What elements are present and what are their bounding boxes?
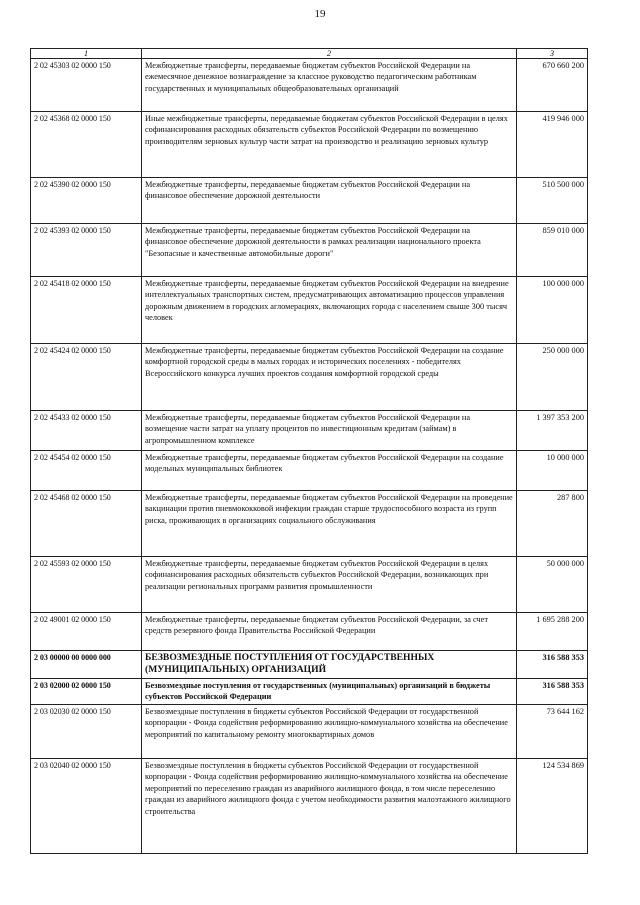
amount-cell: 73 644 162 (517, 705, 588, 759)
revenue-code-cell: 2 03 00000 00 0000 000 (31, 651, 142, 679)
amount-cell: 859 010 000 (517, 224, 588, 277)
revenue-code-cell: 2 02 45424 02 0000 150 (31, 344, 142, 411)
revenue-code-cell: 2 02 45390 02 0000 150 (31, 178, 142, 224)
revenue-name-cell: Межбюджетные трансферты, передаваемые бюджетам субъектов Российской Федерации на внедрение интеллектуальных транспортных систем, предусматривающих автоматизацию процессов управления дорожным движением в городских агломерациях, включающих города с населением свыше 300 тысяч человек (142, 277, 517, 344)
revenue-code-cell: 2 02 45418 02 0000 150 (31, 277, 142, 344)
column-1-header: 1 (31, 49, 142, 59)
revenue-code-cell: 2 02 45393 02 0000 150 (31, 224, 142, 277)
amount-cell: 50 000 000 (517, 557, 588, 613)
column-2-header: 2 (142, 49, 517, 59)
revenue-name-cell: Межбюджетные трансферты, передаваемые бюджетам субъектов Российской Федерации, за счет средств резервного фонда Правительства Российской Федерации (142, 613, 517, 651)
amount-cell: 124 534 869 (517, 759, 588, 854)
revenue-name-cell: Безвозмездные поступления в бюджеты субъектов Российской Федерации от государственной корпорации - Фонда содействия реформированию жилищно-коммунального хозяйства на обеспечение мероприятий по переселению граждан из аварийного жилищного фонда, в том числе переселению граждан из аварийного жилищного фонда с учетом необходимости развития малоэтажного жилищного строительства (142, 759, 517, 854)
page-number: 19 (314, 8, 326, 20)
table-row (31, 705, 588, 759)
revenue-name-cell: Межбюджетные трансферты, передаваемые бюджетам субъектов Российской Федерации на проведение вакцинации против пневмококковой инфекции граждан старше трудоспособного возраста из групп риска, проживающих в организациях социального обслуживания (142, 491, 517, 557)
table-row (31, 411, 588, 451)
revenue-code-cell: 2 02 49001 02 0000 150 (31, 613, 142, 651)
amount-cell: 1 695 288 200 (517, 613, 588, 651)
table-body (31, 59, 588, 854)
amount-cell: 316 588 353 (517, 679, 588, 705)
amount-cell: 510 500 000 (517, 178, 588, 224)
revenue-name-cell: Межбюджетные трансферты, передаваемые бюджетам субъектов Российской Федерации на создание модельных муниципальных библиотек (142, 451, 517, 491)
revenue-code-cell: 2 02 45468 02 0000 150 (31, 491, 142, 557)
revenue-code-cell: 2 03 02030 02 0000 150 (31, 705, 142, 759)
table-row (31, 59, 588, 112)
table-row (31, 491, 588, 557)
revenue-code-cell: 2 02 45454 02 0000 150 (31, 451, 142, 491)
amount-cell: 316 588 353 (517, 651, 588, 679)
table-row (31, 178, 588, 224)
revenue-name-cell: Безвозмездные поступления от государственных (муниципальных) организаций в бюджеты субъектов Российской Федерации (142, 679, 517, 705)
revenue-name-cell: Безвозмездные поступления в бюджеты субъектов Российской Федерации от государственной корпорации - Фонда содействия реформированию жилищно-коммунального хозяйства на обеспечение мероприятий по капитальному ремонту многоквартирных домов (142, 705, 517, 759)
revenue-code-cell: 2 03 02040 02 0000 150 (31, 759, 142, 854)
amount-cell: 1 397 353 200 (517, 411, 588, 451)
table-row (31, 651, 588, 679)
revenue-name-cell: Межбюджетные трансферты, передаваемые бюджетам субъектов Российской Федерации на возмещение части затрат на уплату процентов по инвестиционным кредитам (займам) в агропромышленном комплексе (142, 411, 517, 451)
amount-cell: 419 946 000 (517, 112, 588, 178)
revenue-code-cell: 2 02 45433 02 0000 150 (31, 411, 142, 451)
amount-cell: 250 000 000 (517, 344, 588, 411)
revenue-name-cell: Межбюджетные трансферты, передаваемые бюджетам субъектов Российской Федерации на финансовое обеспечение дорожной деятельности в рамках реализации национального проекта "Безопасные и качественные автомобильные дороги" (142, 224, 517, 277)
table-row (31, 277, 588, 344)
revenue-name-cell: Межбюджетные трансферты, передаваемые бюджетам субъектов Российской Федерации на финансовое обеспечение дорожной деятельности (142, 178, 517, 224)
table-row (31, 613, 588, 651)
revenue-name-cell: Иные межбюджетные трансферты, передаваемые бюджетам субъектов Российской Федерации в целях софинансирования расходных обязательств субъектов Российской Федерации по возмещению производителям зерновых культур части затрат на производство и реализацию зерновых культур (142, 112, 517, 178)
revenue-name-cell: Межбюджетные трансферты, передаваемые бюджетам субъектов Российской Федерации на ежемесячное денежное вознаграждение за классное руководство педагогическим работникам государственных и муниципальных общеобразовательных организаций (142, 59, 517, 112)
revenue-name-cell: БЕЗВОЗМЕЗДНЫЕ ПОСТУПЛЕНИЯ ОТ ГОСУДАРСТВЕННЫХ (МУНИЦИПАЛЬНЫХ) ОРГАНИЗАЦИЙ (142, 651, 517, 679)
amount-cell: 10 000 000 (517, 451, 588, 491)
table-row (31, 679, 588, 705)
revenue-code-cell: 2 02 45593 02 0000 150 (31, 557, 142, 613)
column-3-header: 3 (517, 49, 588, 59)
revenue-code-cell: 2 02 45303 02 0000 150 (31, 59, 142, 112)
column-number-row (31, 49, 588, 59)
revenue-code-cell: 2 03 02000 02 0000 150 (31, 679, 142, 705)
table-row (31, 557, 588, 613)
budget-revenue-table (30, 48, 588, 854)
table-row (31, 112, 588, 178)
amount-cell: 287 800 (517, 491, 588, 557)
revenue-name-cell: Межбюджетные трансферты, передаваемые бюджетам субъектов Российской Федерации на создание комфортной городской среды в малых городах и исторических поселениях - победителях Всероссийского конкурса лучших проектов создания комфортной городской среды (142, 344, 517, 411)
table-row (31, 224, 588, 277)
table-row (31, 451, 588, 491)
table-header (31, 49, 588, 59)
table-row (31, 344, 588, 411)
revenue-name-cell: Межбюджетные трансферты, передаваемые бюджетам субъектов Российской Федерации в целях софинансирования расходных обязательств субъектов Российской Федерации, возникающих при реализации региональных программ развития промышленности (142, 557, 517, 613)
amount-cell: 670 660 200 (517, 59, 588, 112)
revenue-code-cell: 2 02 45368 02 0000 150 (31, 112, 142, 178)
amount-cell: 100 000 000 (517, 277, 588, 344)
table-row (31, 759, 588, 854)
